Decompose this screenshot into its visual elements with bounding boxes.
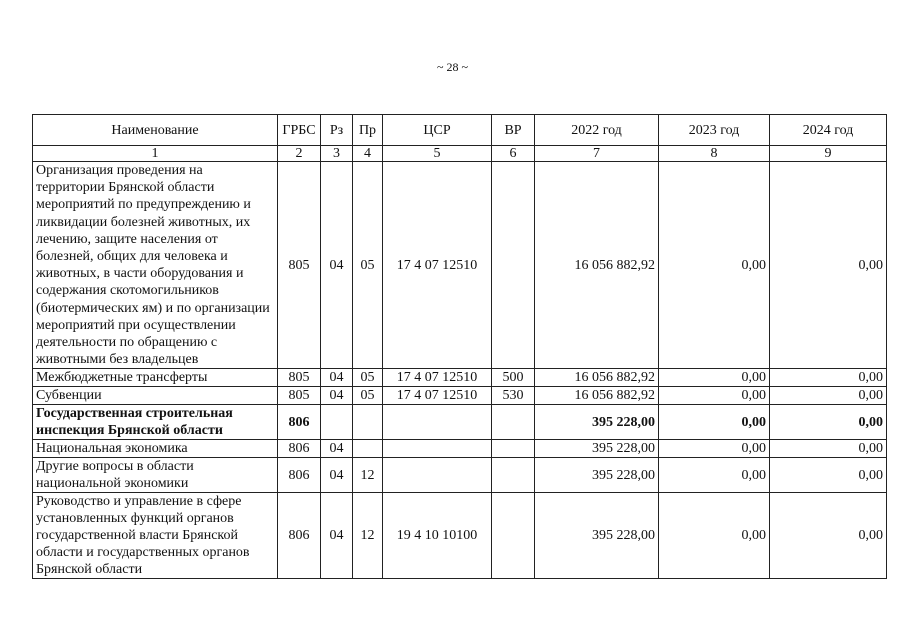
row-name: Государственная строительная инспекция Брянской области (33, 405, 278, 440)
row-2024: 0,00 (770, 405, 887, 440)
row-csr: 19 4 10 10100 (383, 493, 492, 579)
row-2022: 395 228,00 (535, 405, 659, 440)
row-pr: 12 (353, 493, 383, 579)
page-number: ~ 28 ~ (437, 60, 468, 74)
table-row (33, 369, 887, 387)
row-vr (492, 440, 535, 458)
row-2024: 0,00 (770, 387, 887, 405)
row-2022: 395 228,00 (535, 493, 659, 579)
row-csr (383, 405, 492, 440)
col-number: 5 (383, 146, 492, 162)
row-grbs: 806 (278, 493, 321, 579)
row-rz: 04 (321, 458, 353, 493)
row-name: Организация проведения на территории Брянской области мероприятий по предупреждению и ликвидации болезней животных, их лечению, защите населения от болезней, общих для человека и животных, в части оборудования и содержания скотомогильников (биотермических ям) и по организации мероприятий при осуществлении деятельности по обращению с животными без владельцев (33, 162, 278, 369)
col-number: 7 (535, 146, 659, 162)
table-row (33, 493, 887, 579)
col-header-2023: 2023 год (659, 115, 770, 146)
row-vr (492, 493, 535, 579)
row-2024: 0,00 (770, 162, 887, 369)
row-2023: 0,00 (659, 405, 770, 440)
col-number: 3 (321, 146, 353, 162)
col-header-2024: 2024 год (770, 115, 887, 146)
row-2022: 395 228,00 (535, 440, 659, 458)
row-pr (353, 405, 383, 440)
row-grbs: 805 (278, 387, 321, 405)
col-header-pr: Пр (353, 115, 383, 146)
table-row (33, 440, 887, 458)
row-2023: 0,00 (659, 369, 770, 387)
row-vr (492, 458, 535, 493)
row-2023: 0,00 (659, 440, 770, 458)
row-2023: 0,00 (659, 162, 770, 369)
row-rz: 04 (321, 369, 353, 387)
row-csr (383, 458, 492, 493)
col-number: 2 (278, 146, 321, 162)
row-csr: 17 4 07 12510 (383, 369, 492, 387)
col-header-grbs: ГРБС (278, 115, 321, 146)
row-pr: 05 (353, 387, 383, 405)
row-name: Руководство и управление в сфере установленных функций органов государственной власти Брянской области и государственных органов Брянской области (33, 493, 278, 579)
row-2024: 0,00 (770, 440, 887, 458)
row-grbs: 805 (278, 162, 321, 369)
row-vr: 500 (492, 369, 535, 387)
col-header-name: Наименование (33, 115, 278, 146)
row-vr (492, 162, 535, 369)
row-name: Другие вопросы в области национальной экономики (33, 458, 278, 493)
row-2024: 0,00 (770, 369, 887, 387)
row-csr: 17 4 07 12510 (383, 162, 492, 369)
row-rz (321, 405, 353, 440)
row-2023: 0,00 (659, 493, 770, 579)
row-2023: 0,00 (659, 387, 770, 405)
row-rz: 04 (321, 493, 353, 579)
row-2022: 395 228,00 (535, 458, 659, 493)
col-header-2022: 2022 год (535, 115, 659, 146)
row-2023: 0,00 (659, 458, 770, 493)
budget-table (32, 114, 887, 579)
header-row (33, 115, 887, 146)
col-number: 1 (33, 146, 278, 162)
table-row (33, 387, 887, 405)
col-header-csr: ЦСР (383, 115, 492, 146)
row-rz: 04 (321, 387, 353, 405)
row-vr (492, 405, 535, 440)
row-name: Межбюджетные трансферты (33, 369, 278, 387)
row-2022: 16 056 882,92 (535, 369, 659, 387)
row-name: Субвенции (33, 387, 278, 405)
col-header-rz: Рз (321, 115, 353, 146)
row-name: Национальная экономика (33, 440, 278, 458)
row-pr: 12 (353, 458, 383, 493)
row-rz: 04 (321, 440, 353, 458)
row-2022: 16 056 882,92 (535, 387, 659, 405)
row-2024: 0,00 (770, 493, 887, 579)
table-row (33, 458, 887, 493)
row-grbs: 806 (278, 458, 321, 493)
column-number-row (33, 146, 887, 162)
row-csr (383, 440, 492, 458)
col-number: 6 (492, 146, 535, 162)
row-vr: 530 (492, 387, 535, 405)
row-pr: 05 (353, 162, 383, 369)
row-pr: 05 (353, 369, 383, 387)
row-grbs: 805 (278, 369, 321, 387)
table-row (33, 162, 887, 369)
col-number: 8 (659, 146, 770, 162)
row-2024: 0,00 (770, 458, 887, 493)
row-2022: 16 056 882,92 (535, 162, 659, 369)
table-row (33, 405, 887, 440)
col-number: 9 (770, 146, 887, 162)
col-number: 4 (353, 146, 383, 162)
row-pr (353, 440, 383, 458)
col-header-vr: ВР (492, 115, 535, 146)
row-rz: 04 (321, 162, 353, 369)
row-grbs: 806 (278, 405, 321, 440)
row-grbs: 806 (278, 440, 321, 458)
row-csr: 17 4 07 12510 (383, 387, 492, 405)
